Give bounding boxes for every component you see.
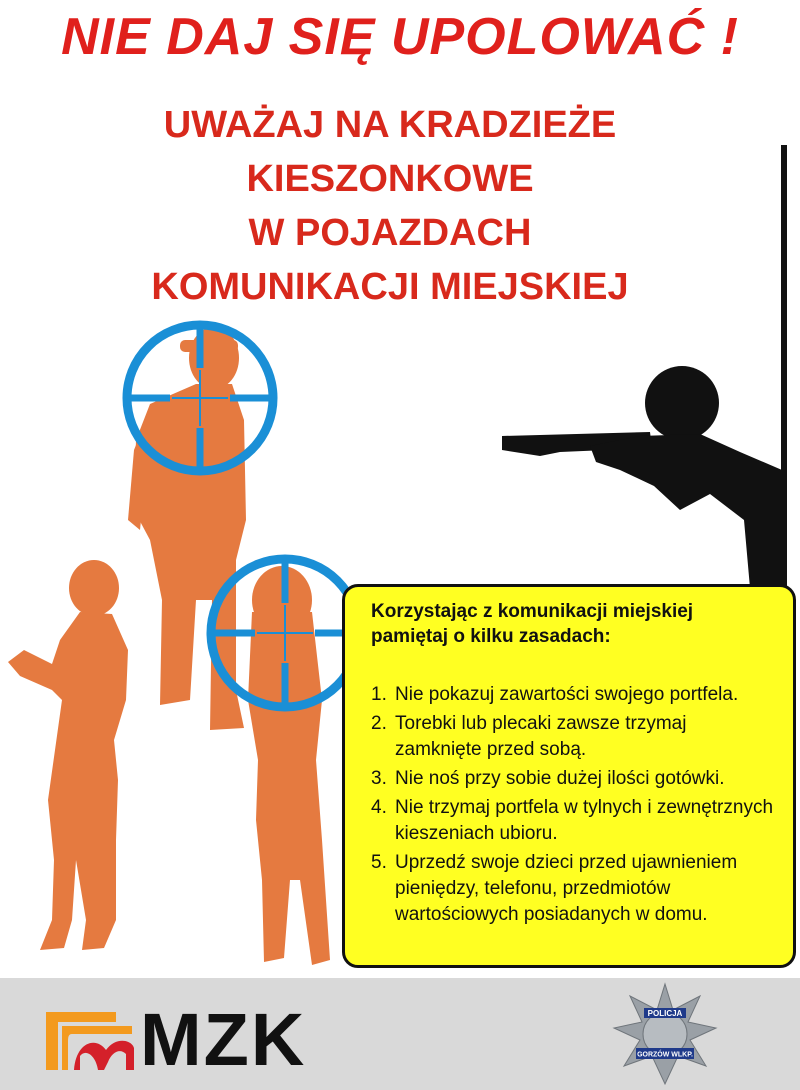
rules-list: [371, 682, 777, 928]
headline: NIE DAJ SIĘ UPOLOWAĆ !: [61, 8, 739, 66]
rule-number: 5.: [371, 852, 387, 873]
safety-rules-box: [342, 584, 796, 968]
subtitle-line-3: W POJAZDACH: [248, 212, 532, 254]
mzk-logo: MZK: [140, 998, 307, 1081]
rule-text: Nie pokazuj zawartości swojego portfela.: [395, 684, 739, 705]
svg-text:POLICJA: POLICJA: [647, 1009, 683, 1018]
rule-text: Nie trzymaj portfela w tylnych i zewnętrznych kieszeniach ubioru.: [395, 797, 774, 844]
rules-intro-line-2: pamiętaj o kilku zasadach:: [371, 626, 611, 647]
list-item: [371, 850, 777, 928]
rule-text: Uprzedź swoje dzieci przed ujawnieniem pieniędzy, telefonu, przedmiotów wartościowych posiadanych w domu.: [395, 852, 738, 925]
rules-intro-line-1: Korzystając z komunikacji miejskiej: [371, 601, 694, 622]
rule-number: 1.: [371, 684, 387, 705]
rule-text: Torebki lub plecaki zawsze trzymaj zamknięte przed sobą.: [395, 713, 687, 760]
list-item: [371, 682, 777, 708]
list-item: [371, 711, 777, 763]
subtitle-line-4: KOMUNIKACJI MIEJSKIEJ: [151, 266, 629, 308]
mzk-logo-mark: [46, 1012, 136, 1070]
svg-text:GORZÓW WLKP.: GORZÓW WLKP.: [637, 1051, 693, 1059]
subtitle-line-2: KIESZONKOWE: [246, 158, 534, 200]
woman-silhouette: [8, 560, 128, 950]
crosshair-icon: [127, 325, 273, 471]
man-silhouette: [128, 327, 246, 730]
rule-text: Nie noś przy sobie dużej ilości gotówki.: [395, 768, 725, 789]
crosshair-icon: [211, 559, 359, 707]
girl-silhouette: [248, 566, 330, 965]
police-star-badge: [610, 982, 720, 1086]
rules-intro: [371, 599, 777, 649]
subtitle-line-1: UWAŻAJ NA KRADZIEŻE: [163, 104, 617, 146]
list-item: [371, 795, 777, 847]
rule-number: 4.: [371, 797, 387, 818]
rule-number: 3.: [371, 768, 387, 789]
rule-number: 2.: [371, 713, 387, 734]
list-item: [371, 766, 777, 792]
shooter-silhouette: [502, 366, 782, 590]
